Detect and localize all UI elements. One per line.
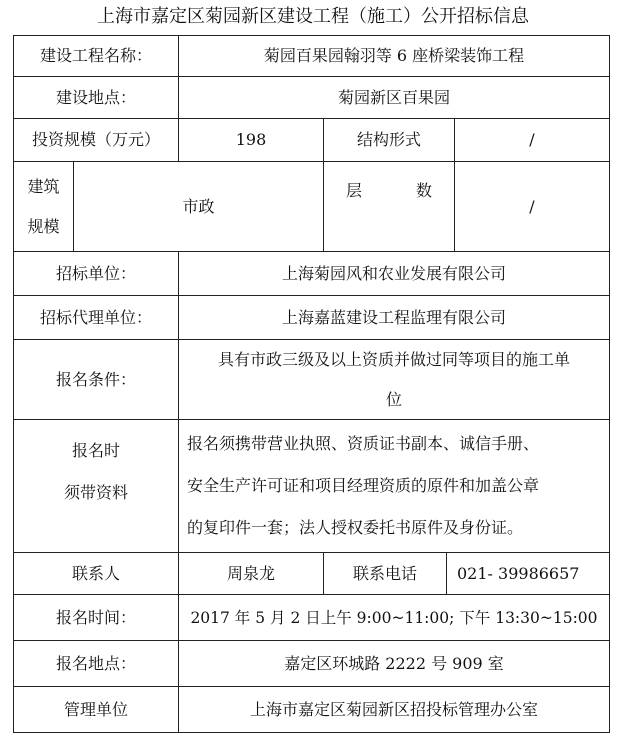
structure-value: / (454, 118, 610, 162)
materials-label-line2: 须带资料 (63, 483, 128, 502)
page-title: 上海市嘉定区菊园新区建设工程（施工）公开招标信息 (97, 6, 529, 27)
floors-label-char1: 层 (346, 181, 363, 200)
floors-value: / (454, 161, 610, 252)
bidder-value: 上海菊园风和农业发展有限公司 (178, 251, 610, 296)
building-scale-value: 市政 (73, 161, 324, 252)
conditions-line1: 具有市政三级及以上资质并做过同等项目的施工单 (217, 349, 570, 369)
location-value: 菊园新区百果园 (178, 76, 610, 119)
location-label: 建设地点： (13, 76, 179, 119)
phone-value: 021- 39986657 (446, 552, 610, 595)
structure-label: 结构形式 (323, 118, 455, 162)
materials-line2: 安全生产许可证和项目经理资质的原件和加盖公章 (187, 476, 540, 495)
conditions-value (178, 339, 610, 420)
reg-time-label: 报名时间： (13, 594, 179, 641)
building-scale-label (13, 161, 74, 252)
conditions-line2: 位 (385, 389, 402, 409)
reg-time-value: 2017 年 5 月 2 日上午 9:00~11:00; 下午 13:30~15:00 (178, 594, 610, 641)
materials-line3: 的复印件一套；法人授权委托书原件及身份证。 (187, 518, 524, 537)
materials-label (13, 419, 179, 553)
materials-line1: 报名须携带营业执照、资质证书副本、诚信手册、 (187, 434, 540, 453)
agent-value: 上海嘉蓝建设工程监理有限公司 (178, 295, 610, 340)
project-name-label: 建设工程名称： (13, 35, 179, 77)
materials-value (178, 419, 610, 553)
investment-value: 198 (178, 118, 324, 162)
floors-label (323, 161, 455, 252)
manager-value: 上海市嘉定区菊园新区招投标管理办公室 (178, 686, 610, 733)
manager-label: 管理单位 (13, 686, 179, 733)
agent-label: 招标代理单位： (13, 295, 179, 340)
conditions-label: 报名条件： (13, 339, 179, 420)
contact-value: 周泉龙 (178, 552, 324, 595)
reg-place-value: 嘉定区环城路 2222 号 909 室 (178, 640, 610, 687)
project-name-value: 菊园百果园翰羽等 6 座桥梁装饰工程 (178, 35, 610, 77)
floors-label-char2: 数 (415, 181, 432, 200)
bidder-label: 招标单位： (13, 251, 179, 296)
reg-place-label: 报名地点： (13, 640, 179, 687)
contact-label: 联系人 (13, 552, 179, 595)
investment-label: 投资规模（万元） (13, 118, 179, 162)
phone-label: 联系电话 (323, 552, 447, 595)
tender-info-table (14, 36, 610, 734)
materials-label-line1: 报名时 (71, 441, 120, 460)
building-label-line1: 建筑 (27, 176, 60, 196)
building-label-line2: 规模 (27, 216, 60, 236)
